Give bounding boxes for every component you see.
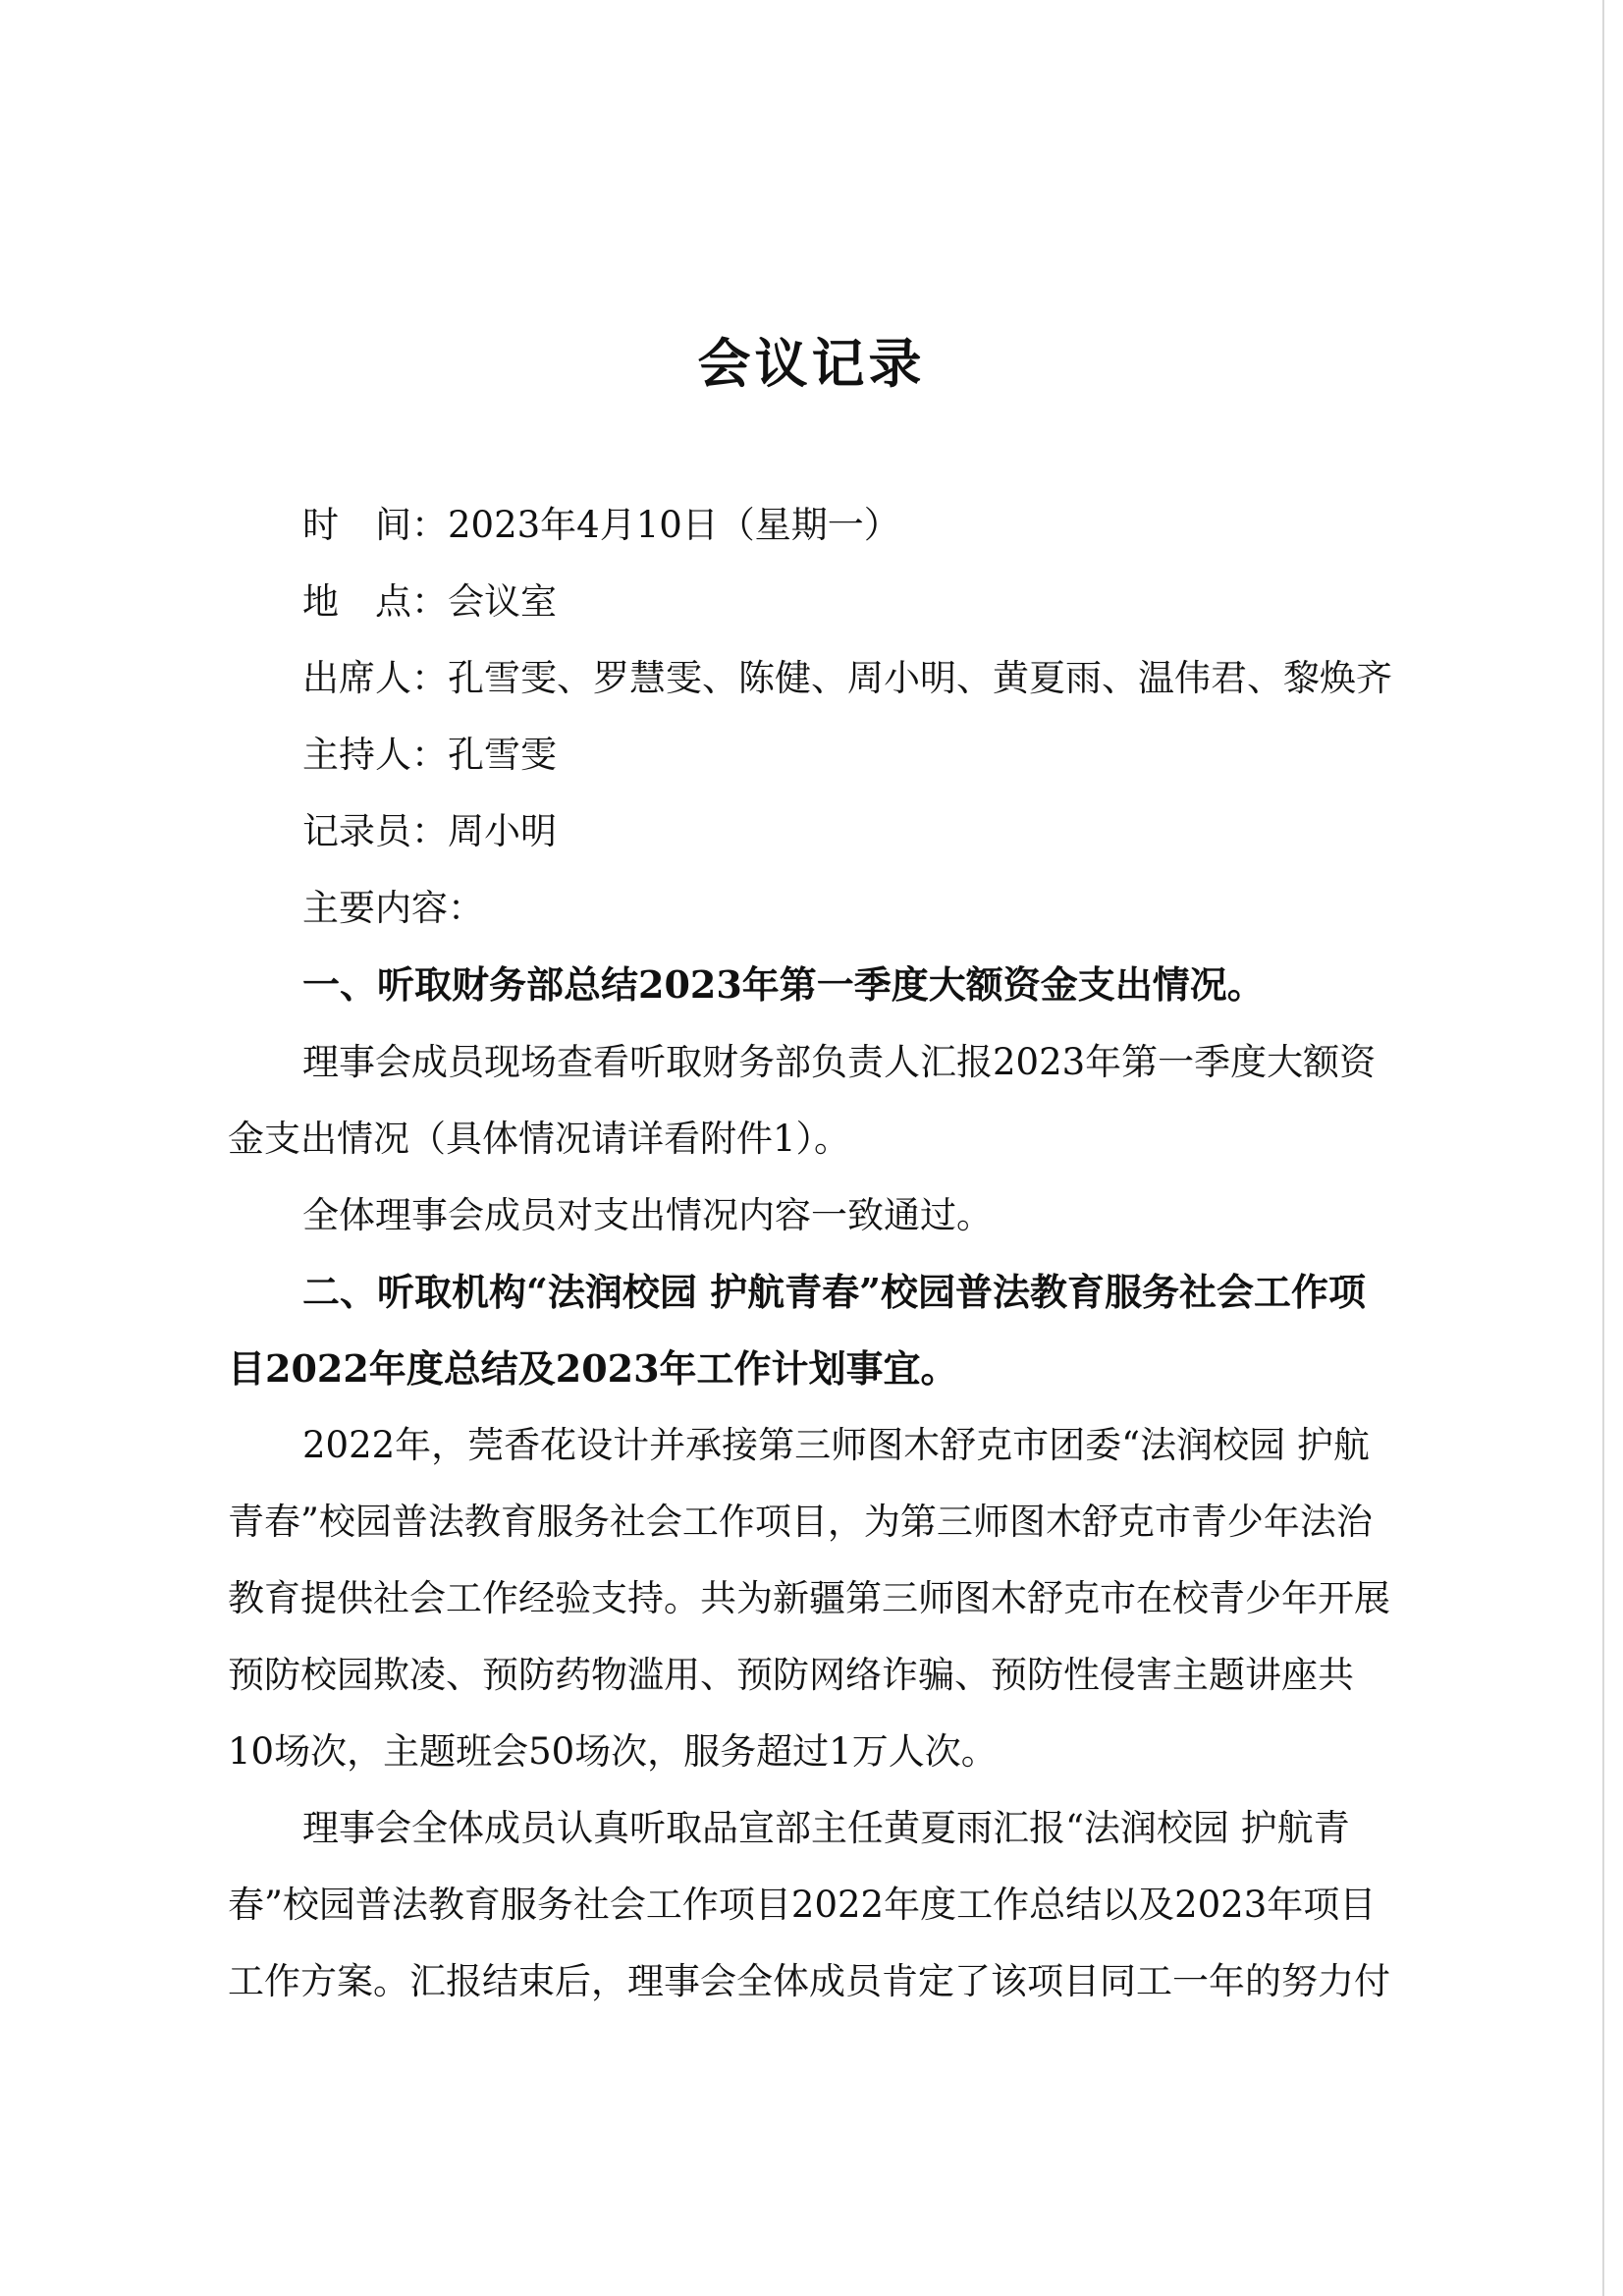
meta-time xyxy=(302,496,900,555)
heading-line: 二、听取机构“法润校园 护航青春”校园普法教育服务社会工作项 xyxy=(302,1270,1366,1314)
section-1-paragraph-2 xyxy=(228,1177,1386,1254)
paragraph-line: 春”校园普法教育服务社会工作项目2022年度工作总结以及2023年项目 xyxy=(228,1884,1377,1926)
meta-host-label: 主持人： xyxy=(302,734,448,776)
section-1-paragraph-1 xyxy=(228,1024,1386,1177)
page-title: 会议记录 xyxy=(697,332,926,395)
paragraph-line: 工作方案。汇报结束后，理事会全体成员肯定了该项目同工一年的努力付 xyxy=(228,1960,1390,2002)
meta-attendees xyxy=(302,649,1392,708)
section-2-paragraph-2 xyxy=(228,1790,1390,2020)
meta-place xyxy=(302,573,557,631)
section-2-heading xyxy=(228,1254,1386,1407)
paragraph-line: 金支出情况（具体情况请详看附件1）。 xyxy=(228,1118,851,1160)
paragraph-line: 10场次，主题班会50场次，服务超过1万人次。 xyxy=(228,1730,998,1773)
meta-recorder-value: 周小明 xyxy=(448,810,557,852)
paragraph-line: 全体理事会成员对支出情况内容一致通过。 xyxy=(302,1194,993,1236)
meta-host xyxy=(302,726,557,785)
paragraph-line: 青春”校园普法教育服务社会工作项目，为第三师图木舒克市青少年法治 xyxy=(228,1501,1373,1543)
meta-recorder-label: 记录员： xyxy=(302,810,448,852)
paragraph-line: 教育提供社会工作经验支持。共为新疆第三师图木舒克市在校青少年开展 xyxy=(228,1577,1390,1619)
meta-attendees-label: 出席人： xyxy=(302,657,448,699)
paragraph-line: 2022年，莞香花设计并承接第三师图木舒克市团委“法润校园 护航 xyxy=(302,1424,1370,1466)
section-2-paragraph-1 xyxy=(228,1407,1390,1790)
paragraph-line: 理事会全体成员认真听取品宣部主任黄夏雨汇报“法润校园 护航青 xyxy=(302,1807,1350,1849)
meta-recorder xyxy=(302,802,557,861)
meta-host-value: 孔雪雯 xyxy=(448,734,557,776)
section-1-heading: 一、听取财务部总结2023年第一季度大额资金支出情况。 xyxy=(302,962,1265,1007)
meta-place-label: 地 点： xyxy=(302,580,448,623)
meta-time-value: 2023年4月10日（星期一） xyxy=(448,504,900,546)
meta-place-value: 会议室 xyxy=(448,580,557,623)
paragraph-line: 预防校园欺凌、预防药物滥用、预防网络诈骗、预防性侵害主题讲座共 xyxy=(228,1654,1354,1696)
meta-content-label: 主要内容： xyxy=(302,887,484,929)
heading-line: 目2022年度总结及2023年工作计划事宜。 xyxy=(228,1346,958,1391)
meta-attendees-value: 孔雪雯、罗慧雯、陈健、周小明、黄夏雨、温伟君、黎焕齐 xyxy=(448,657,1392,699)
paragraph-line: 理事会成员现场查看听取财务部负责人汇报2023年第一季度大额资 xyxy=(302,1041,1377,1083)
meta-time-label: 时 间： xyxy=(302,504,448,546)
